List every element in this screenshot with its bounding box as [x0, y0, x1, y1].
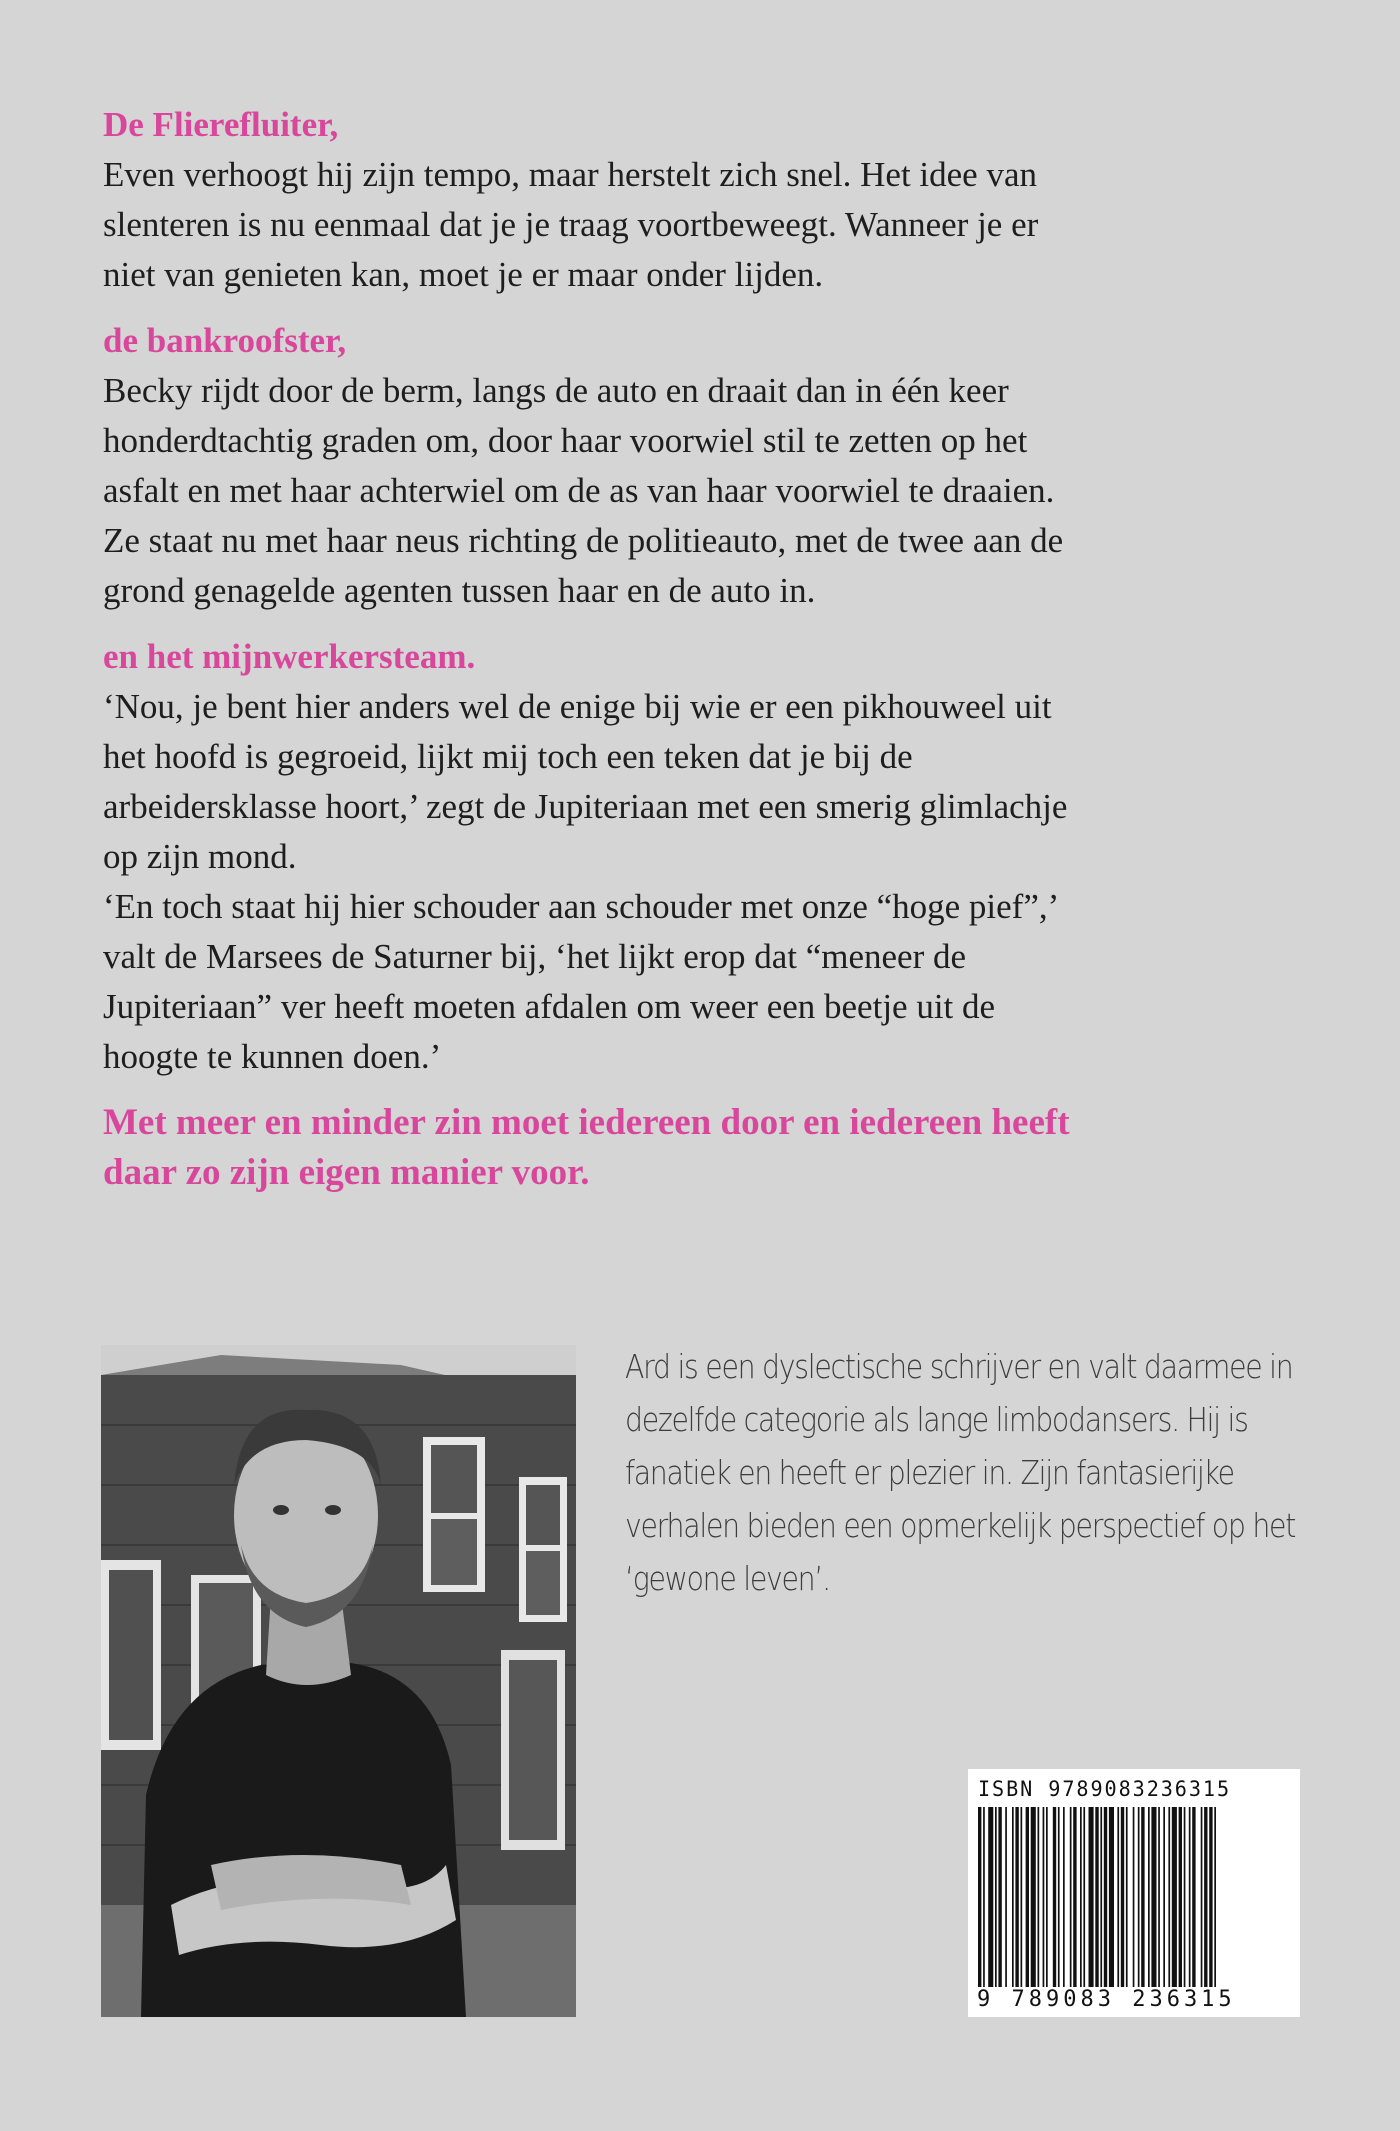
body-line: grond genagelde agenten tussen haar en de auto in. — [103, 571, 816, 610]
section-bankroofster — [103, 316, 1333, 616]
body-line: Becky rijdt door de berm, langs de auto en draait dan in één keer — [103, 371, 1009, 410]
bio-line: dezelfde categorie als lange limbodansers. Hij is — [625, 1400, 1248, 1439]
closing-line: Met meer en minder zin moet iedereen door en iedereen heeft — [103, 1102, 1070, 1143]
section-heading: De Flierefluiter, — [103, 105, 339, 144]
body-line: het hoofd is gegroeid, lijkt mij toch een teken dat je bij de — [103, 737, 913, 776]
author-photo — [101, 1345, 576, 2017]
body-line: ‘Nou, je bent hier anders wel de enige bij wie er een pikhouweel uit — [103, 687, 1052, 726]
bio-line: verhalen bieden een opmerkelijk perspectief op het — [625, 1506, 1296, 1545]
barcode-bars — [978, 1807, 1290, 1987]
back-cover-text — [103, 100, 1333, 1198]
body-line: hoogte te kunnen doen.’ — [103, 1037, 442, 1076]
body-line: niet van genieten kan, moet je er maar onder lijden. — [103, 255, 824, 294]
body-line: ‘En toch staat hij hier schouder aan schouder met onze “hoge pief”,’ — [103, 887, 1060, 926]
bio-line: ‘gewone leven’. — [625, 1559, 830, 1598]
body-line: asfalt en met haar achterwiel om de as van haar voorwiel te draaien. — [103, 471, 1055, 510]
isbn-label: ISBN 9789083236315 — [978, 1777, 1232, 1801]
section-heading: en het mijnwerkersteam. — [103, 637, 476, 676]
closing-line: daar zo zijn eigen manier voor. — [103, 1152, 590, 1193]
section-heading: de bankroofster, — [103, 321, 347, 360]
body-line: valt de Marsees de Saturner bij, ‘het lijkt erop dat “meneer de — [103, 937, 967, 976]
closing-tagline — [103, 1098, 1333, 1198]
body-line: Ze staat nu met haar neus richting de politieauto, met de twee aan de — [103, 521, 1064, 560]
section-mijnwerkersteam — [103, 632, 1333, 1082]
body-line: slenteren is nu eenmaal dat je je traag voortbeweegt. Wanneer je er — [103, 205, 1039, 244]
bio-line: Ard is een dyslectische schrijver en valt daarmee in — [625, 1347, 1293, 1386]
bio-line: fanatiek en heeft er plezier in. Zijn fantasierijke — [625, 1453, 1234, 1492]
body-line: Jupiteriaan” ver heeft moeten afdalen om weer een beetje uit de — [103, 987, 996, 1026]
body-line: Even verhoogt hij zijn tempo, maar herstelt zich snel. Het idee van — [103, 155, 1037, 194]
isbn-digits: 9 789083 236315 — [973, 1987, 1295, 2012]
body-line: arbeidersklasse hoort,’ zegt de Jupiteriaan met een smerig glimlachje — [103, 787, 1068, 826]
body-line: honderdtachtig graden om, door haar voorwiel stil te zetten op het — [103, 421, 1028, 460]
author-bio — [625, 1340, 1296, 1605]
body-line: op zijn mond. — [103, 837, 297, 876]
section-flierefluiter — [103, 100, 1333, 300]
isbn-barcode — [968, 1769, 1300, 2017]
